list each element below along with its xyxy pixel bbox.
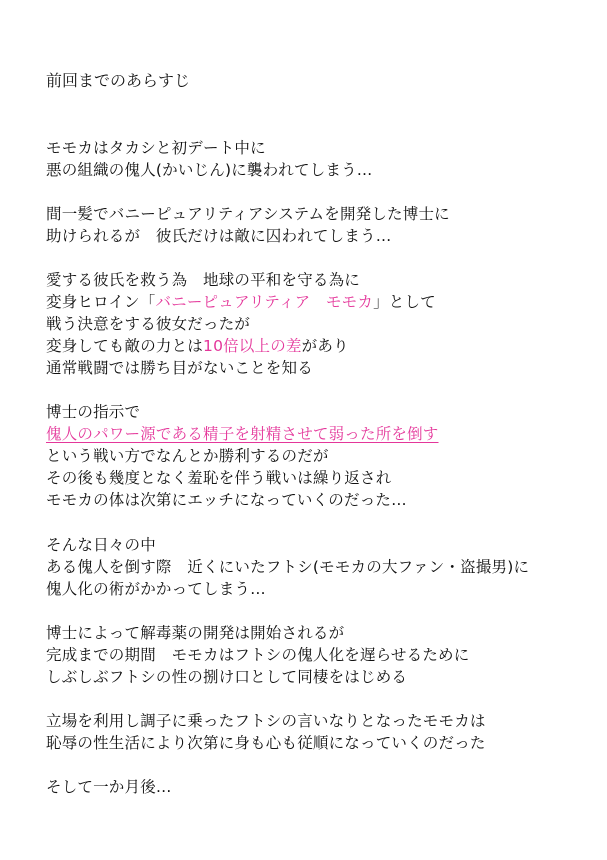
line-text: 立場を利用し調子に乗ったフトシの言いなりとなったモモカは	[46, 712, 486, 730]
line-text: ある傀人を倒す際 近くにいたフトシ(モモカの大ファン・盗撮男)に	[46, 558, 530, 576]
text-line	[46, 423, 439, 445]
line-text: 間一髪でバニーピュアリティアシステムを開発した博士に	[46, 205, 450, 223]
text-line	[46, 732, 486, 754]
line-text: 博士の指示で	[46, 403, 141, 421]
text-line	[46, 445, 329, 467]
text-line	[46, 203, 450, 225]
text-line	[46, 357, 313, 379]
line-text: 戦う決意をする彼女だったが	[46, 315, 251, 333]
line-text: そんな日々の中	[46, 536, 156, 554]
line-text: 」として	[373, 293, 436, 311]
text-line	[46, 313, 250, 335]
text-line	[46, 578, 266, 600]
text-line	[46, 622, 344, 644]
line-text: 変身しても敵の力とは	[46, 337, 204, 355]
line-text: モモカはタカシと初デート中に	[46, 139, 266, 157]
text-line	[46, 776, 172, 798]
text-line	[46, 137, 266, 159]
line-text: 助けられるが 彼氏だけは敵に囚われてしまう…	[46, 227, 392, 245]
text-line	[46, 269, 360, 291]
line-text: 愛する彼氏を救う為 地球の平和を守る為に	[46, 271, 361, 289]
power-gap-highlight: 10倍以上の差	[203, 337, 302, 355]
text-line	[46, 489, 407, 511]
line-text: 悪の組織の傀人(かいじん)に襲われてしまう…	[46, 161, 373, 179]
line-text: 傀人化の術がかかってしまう…	[46, 580, 266, 598]
text-line	[46, 401, 140, 423]
line-text: 完成までの期間 モモカはフトシの傀人化を遅らせるために	[46, 646, 470, 664]
line-text: しぶしぶフトシの性の捌け口として同棲をはじめる	[46, 668, 408, 686]
text-line	[46, 467, 391, 489]
line-text: 博士によって解毒薬の開発は開始されるが	[46, 624, 345, 642]
text-line	[46, 335, 349, 357]
text-line	[46, 225, 391, 247]
text-line	[46, 556, 529, 578]
heroine-name-highlight: バニーピュアリティア モモカ	[155, 293, 374, 311]
tactic-highlight: 傀人のパワー源である精子を射精させて弱った所を倒す	[46, 425, 439, 443]
text-line	[46, 291, 436, 313]
line-text: そして一か月後…	[46, 778, 172, 796]
line-text: その後も幾度となく羞恥を伴う戦いは繰り返され	[46, 469, 392, 487]
text-line	[46, 710, 486, 732]
text-line	[46, 644, 469, 666]
line-text: 恥辱の性生活により次第に身も心も従順になっていくのだった	[46, 734, 486, 752]
text-line	[46, 159, 373, 181]
line-text: という戦い方でなんとか勝利するのだが	[46, 447, 329, 465]
line-text: があり	[301, 337, 349, 355]
line-text: モモカの体は次第にエッチになっていくのだった…	[46, 491, 407, 509]
page-title: 前回までのあらすじ	[46, 71, 191, 90]
line-text: 変身ヒロイン「	[46, 293, 156, 311]
text-line	[46, 666, 407, 688]
line-text: 通常戦闘では勝ち目がないことを知る	[46, 359, 313, 377]
text-line	[46, 534, 156, 556]
